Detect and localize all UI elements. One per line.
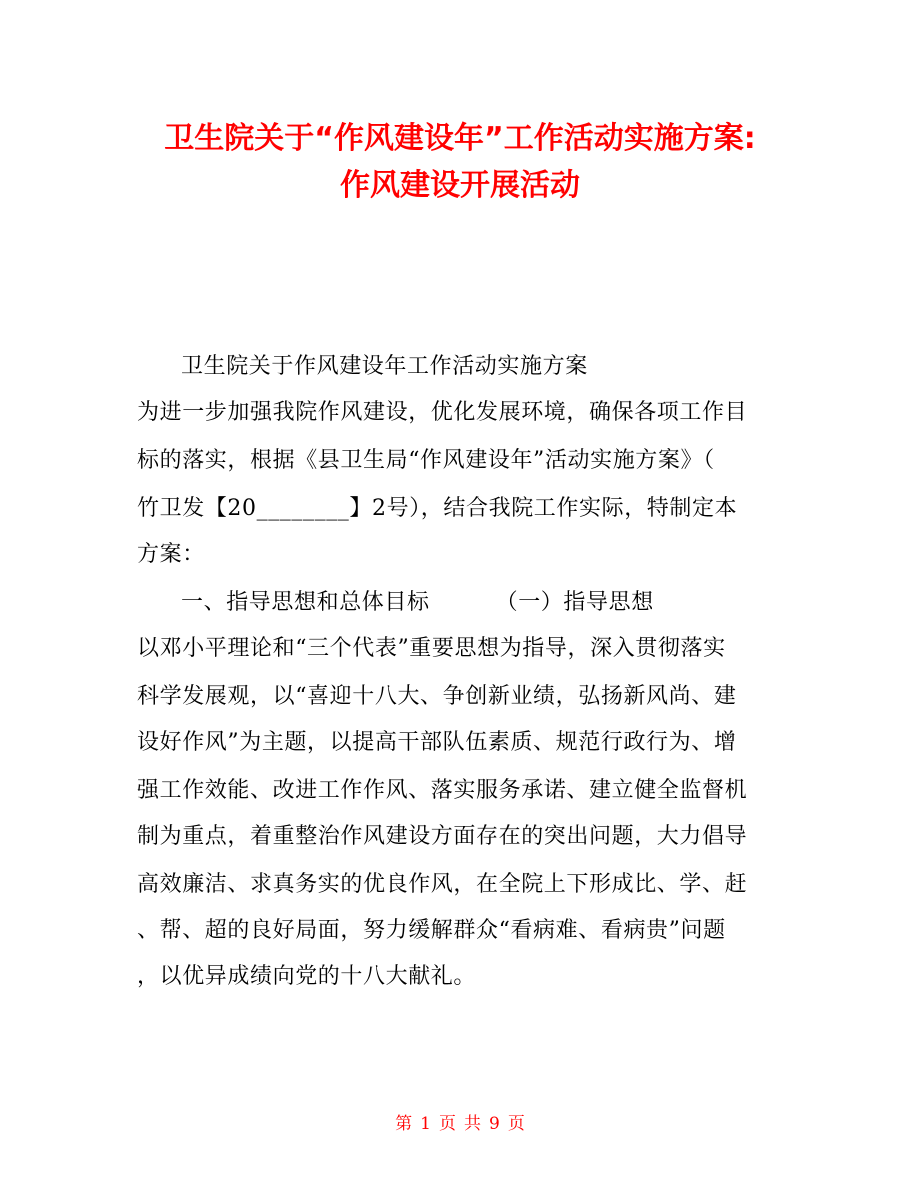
total-page-number: 9 (489, 1114, 500, 1134)
paragraph-line: 、帮、超的良好局面，努力缓解群众“看病难、看病贵”问题 (137, 918, 726, 943)
paragraph-line: 以邓小平理论和“三个代表”重要思想为指导，深入贯彻落实 (137, 636, 726, 661)
current-page-number: 1 (420, 1114, 431, 1134)
footer-suffix: 页 (507, 1114, 525, 1134)
paragraph-line: ，以优异成绩向党的十八大献礼。 (137, 964, 477, 989)
section-heading: 一、指导思想和总体目标 (181, 590, 430, 615)
paragraph-line: 强工作效能、改进工作作风、落实服务承诺、建立健全监督机 (137, 778, 748, 803)
paragraph-line: 高效廉洁、求真务实的优良作风，在全院上下形成比、学、赶 (137, 872, 748, 897)
body-line: 方案： (137, 542, 205, 567)
subtitle: 卫生院关于作风建设年工作活动实施方案 (181, 354, 588, 379)
section-heading-row (181, 588, 654, 618)
footer-total-word: 共 (464, 1114, 481, 1134)
paragraph-line: 设好作风”为主题，以提高干部队伍素质、规范行政行为、增 (137, 730, 737, 755)
body-line: 标的落实，根据《县卫生局“作风建设年”活动实施方案》（ (137, 448, 715, 473)
footer-prefix: 第 (395, 1114, 413, 1134)
document-title-line-2: 作风建设开展活动 (340, 168, 580, 203)
body-line: 为进一步加强我院作风建设，优化发展环境，确保各项工作目 (137, 400, 748, 425)
page-footer (0, 1112, 920, 1136)
subsection-heading: （一）指导思想 (495, 590, 654, 615)
paragraph-line: 制为重点，着重整治作风建设方面存在的突出问题，大力倡导 (137, 824, 748, 849)
footer-page-word: 页 (439, 1114, 456, 1134)
body-line: 竹卫发【20________】2号），结合我院工作实际，特制定本 (137, 496, 738, 521)
paragraph-line: 科学发展观，以“喜迎十八大、争创新业绩，弘扬新风尚、建 (137, 684, 737, 709)
document-title-line-1: 卫生院关于“作风建设年”工作活动实施方案: (164, 121, 756, 156)
